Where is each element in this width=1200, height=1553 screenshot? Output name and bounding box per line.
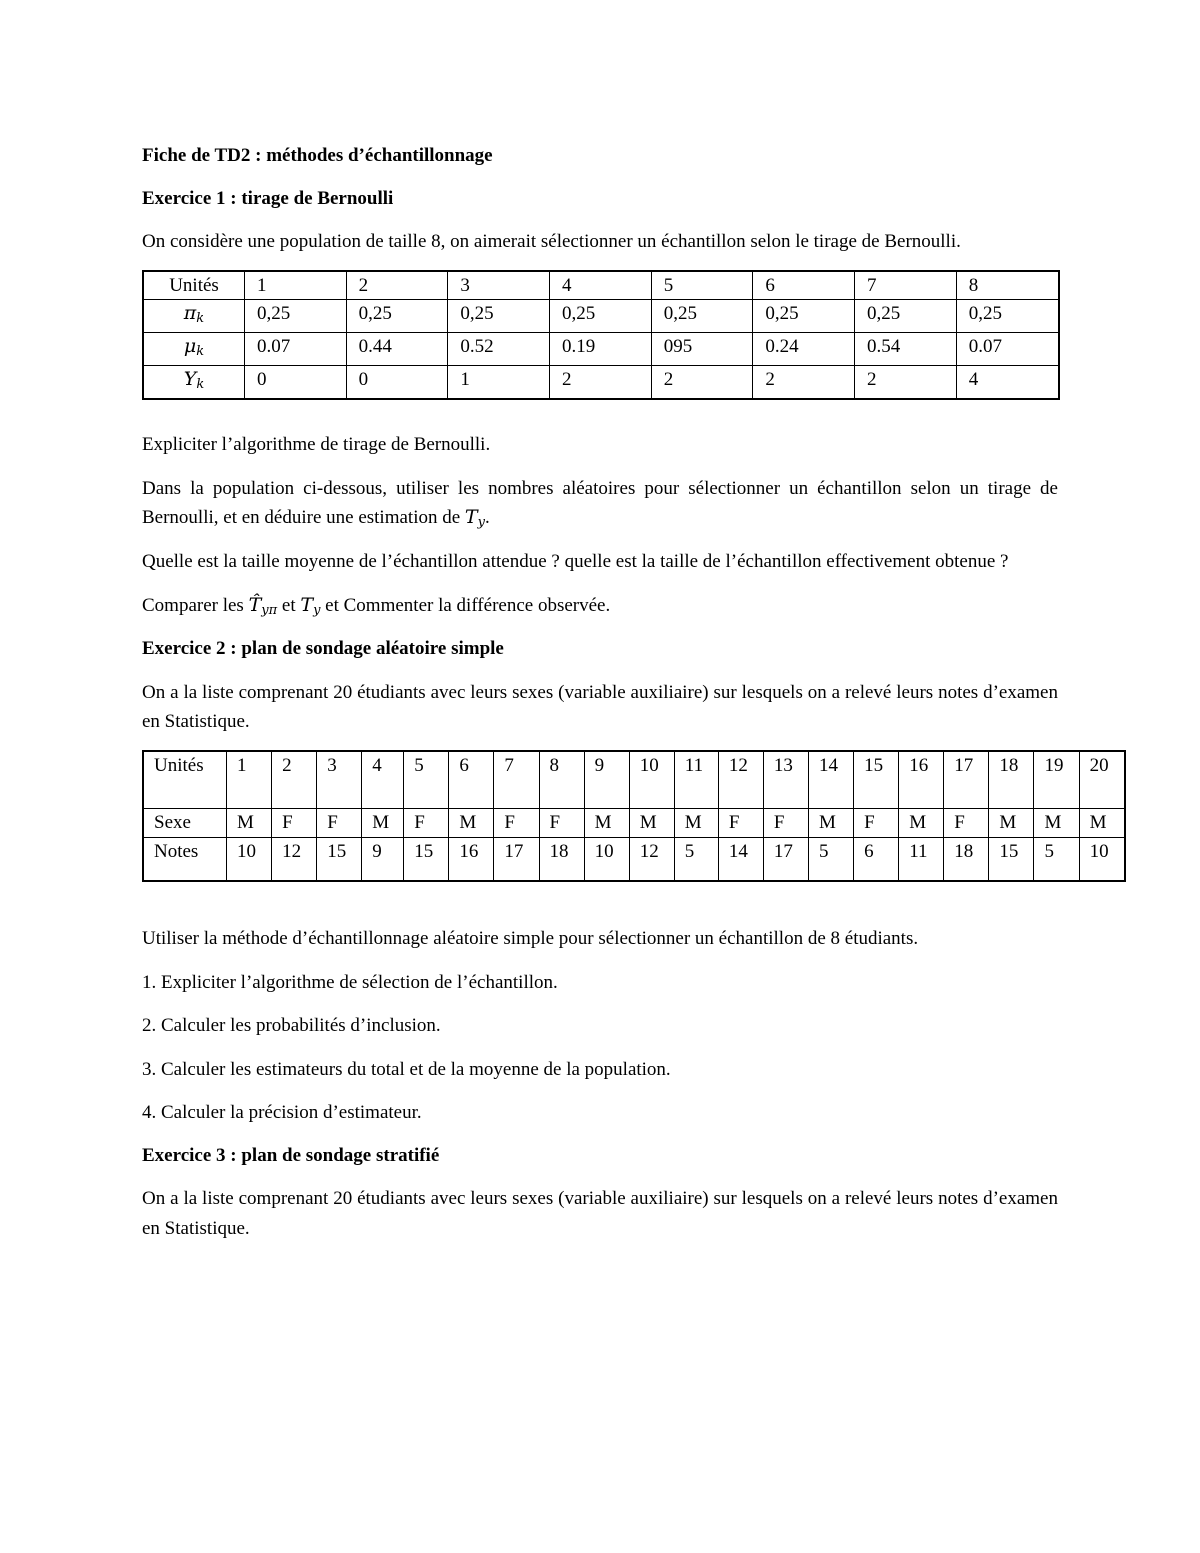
table-cell: 12	[629, 838, 674, 882]
table-cell: M	[629, 809, 674, 838]
table-cell: 2	[651, 366, 753, 400]
table-cell: 4	[362, 751, 404, 809]
table-cell: 7	[855, 271, 957, 300]
table-cell: 3	[317, 751, 362, 809]
table-cell: M	[1034, 809, 1079, 838]
table-cell: 15	[317, 838, 362, 882]
table-cell: 15	[404, 838, 449, 882]
table-cell: 0.07	[245, 333, 347, 366]
table-cell: M	[1079, 809, 1125, 838]
table-cell: 5	[809, 838, 854, 882]
table-cell: M	[899, 809, 944, 838]
bernoulli-row	[143, 366, 1059, 400]
table-cell: 20	[1079, 751, 1125, 809]
table-cell: 6	[854, 838, 899, 882]
table-cell: 2	[855, 366, 957, 400]
table-cell: 3	[448, 271, 550, 300]
table-cell: 0.54	[855, 333, 957, 366]
table-cell: 15	[989, 838, 1034, 882]
table-cell: M	[227, 809, 272, 838]
table-cell: 0.07	[956, 333, 1059, 366]
table-cell: 0,25	[855, 300, 957, 333]
exercise-1-intro: On considère une population de taille 8, on aimerait sélectionner un échantillon selon le tirage de Bernoulli.	[142, 231, 961, 252]
table-cell: M	[674, 809, 718, 838]
table-cell: 17	[763, 838, 808, 882]
table-cell: M	[809, 809, 854, 838]
table-cell: 5	[404, 751, 449, 809]
table-cell: 0.44	[346, 333, 448, 366]
document-title: Fiche de TD2 : méthodes d’échantillonnage	[142, 145, 493, 166]
table-cell: 0	[346, 366, 448, 400]
table-cell: 14	[718, 838, 763, 882]
table-cell: F	[272, 809, 317, 838]
exercise-2-item-2: 2. Calculer les probabilités d’inclusion.	[142, 1015, 441, 1037]
table-cell: 1	[245, 271, 347, 300]
exercise-2-intro: On a la liste comprenant 20 étudiants avec leurs sexes (variable auxiliaire) sur lesquels on a relevé leurs notes d’examen en Statistique.	[142, 681, 1058, 732]
table-cell: 4	[550, 271, 652, 300]
table-cell: 15	[854, 751, 899, 809]
table-cell: 2	[753, 366, 855, 400]
table-cell: 16	[449, 838, 494, 882]
table-cell: 0	[245, 366, 347, 400]
row-label: Notes	[143, 838, 227, 882]
table-cell: M	[362, 809, 404, 838]
bernoulli-row	[143, 271, 1059, 300]
table-cell: 0,25	[651, 300, 753, 333]
bernoulli-table	[142, 270, 1060, 400]
table-cell: 0,25	[550, 300, 652, 333]
table-cell: F	[317, 809, 362, 838]
exercise-2-item-1: 1. Expliciter l’algorithme de sélection de l’échantillon.	[142, 971, 558, 993]
table-cell: 0,25	[245, 300, 347, 333]
table-cell: 8	[956, 271, 1059, 300]
table-cell: 095	[651, 333, 753, 366]
table-cell: M	[449, 809, 494, 838]
row-label: Sexe	[143, 809, 227, 838]
table-cell: 12	[272, 838, 317, 882]
document-content	[142, 142, 1109, 1257]
table-cell: 13	[763, 751, 808, 809]
table-cell: F	[763, 809, 808, 838]
table-cell: 10	[584, 838, 629, 882]
students-row	[143, 751, 1125, 809]
exercise-1-question-3: Quelle est la taille moyenne de l’échantillon attendue ? quelle est la taille de l’échantillon effectivement obtenue ?	[142, 551, 1009, 573]
table-cell: 5	[651, 271, 753, 300]
table-cell: 18	[944, 838, 989, 882]
table-cell: 8	[539, 751, 584, 809]
bernoulli-row	[143, 300, 1059, 333]
exercise-1-question-4: Comparer les $T̂_{y\pi}$ et $T_y$ et Commenter la différence observée.	[142, 593, 611, 618]
students-row	[143, 838, 1125, 882]
exercise-2-item-3: 3. Calculer les estimateurs du total et de la moyenne de la population.	[142, 1058, 671, 1080]
table-cell: 6	[753, 271, 855, 300]
table-cell: F	[404, 809, 449, 838]
row-label: Unités	[143, 751, 227, 809]
table-cell: 10	[1079, 838, 1125, 882]
total-symbol-2: $T_y$	[300, 593, 321, 618]
estimator-symbol: $T̂_{y\pi}$	[248, 593, 278, 618]
table-cell: 4	[956, 366, 1059, 400]
table-cell: 0.24	[753, 333, 855, 366]
table-cell: 0,25	[346, 300, 448, 333]
exercise-1-heading: Exercice 1 : tirage de Bernoulli	[142, 187, 394, 209]
table-cell: M	[584, 809, 629, 838]
table-cell: 5	[1034, 838, 1079, 882]
table-cell: F	[854, 809, 899, 838]
exercise-2-item-4: 4. Calculer la précision d’estimateur.	[142, 1102, 422, 1124]
students-table	[142, 750, 1126, 882]
table-cell: 16	[899, 751, 944, 809]
table-cell: 12	[718, 751, 763, 809]
table-cell: 19	[1034, 751, 1079, 809]
table-cell: F	[718, 809, 763, 838]
table-cell: 11	[899, 838, 944, 882]
table-cell: 0,25	[448, 300, 550, 333]
exercise-2-paragraph: Utiliser la méthode d’échantillonnage aléatoire simple pour sélectionner un échantillon de 8 étudiants.	[142, 928, 919, 950]
bernoulli-row	[143, 333, 1059, 366]
table-cell: 0.52	[448, 333, 550, 366]
total-symbol: $T_y$	[464, 506, 485, 531]
row-label: $Y_k$	[143, 366, 245, 400]
table-cell: F	[539, 809, 584, 838]
table-cell: F	[944, 809, 989, 838]
table-cell: 2	[272, 751, 317, 809]
table-cell: 6	[449, 751, 494, 809]
table-cell: 9	[584, 751, 629, 809]
exercise-3-intro: On a la liste comprenant 20 étudiants avec leurs sexes (variable auxiliaire) sur lesquels on a relevé leurs notes d’examen en Statistique.	[142, 1188, 1058, 1239]
table-cell: 2	[346, 271, 448, 300]
question-2-text: Dans la population ci-dessous, utiliser les nombres aléatoires pour sélectionner un échantillon selon un tirage de Bernoulli, et en déduire une estimation de	[142, 477, 1058, 529]
table-cell: 10	[227, 838, 272, 882]
row-label: $\mu_k$	[143, 333, 245, 366]
table-cell: 0,25	[753, 300, 855, 333]
exercise-1-question-1: Expliciter l’algorithme de tirage de Bernoulli.	[142, 434, 491, 456]
table-cell: M	[989, 809, 1034, 838]
table-cell: F	[494, 809, 539, 838]
table-cell: 1	[448, 366, 550, 400]
row-label: $\pi_k$	[143, 300, 245, 333]
table-cell: 11	[674, 751, 718, 809]
table-cell: 0,25	[956, 300, 1059, 333]
students-row	[143, 809, 1125, 838]
table-cell: 9	[362, 838, 404, 882]
table-cell: 7	[494, 751, 539, 809]
table-cell: 2	[550, 366, 652, 400]
table-cell: 17	[494, 838, 539, 882]
table-cell: 10	[629, 751, 674, 809]
table-cell: 1	[227, 751, 272, 809]
table-cell: 18	[989, 751, 1034, 809]
table-cell: 18	[539, 838, 584, 882]
row-label: Unités	[143, 271, 245, 300]
exercise-1-question-2: Dans la population ci-dessous, utiliser les nombres aléatoires pour sélectionner un échantillon selon un tirage de Bernoulli, et en déduire une estimation de $T_y$.	[142, 477, 1058, 531]
table-cell: 5	[674, 838, 718, 882]
exercise-3-heading: Exercice 3 : plan de sondage stratifié	[142, 1144, 440, 1166]
table-cell: 0.19	[550, 333, 652, 366]
exercise-2-heading: Exercice 2 : plan de sondage aléatoire simple	[142, 638, 504, 660]
table-cell: 14	[809, 751, 854, 809]
table-cell: 17	[944, 751, 989, 809]
